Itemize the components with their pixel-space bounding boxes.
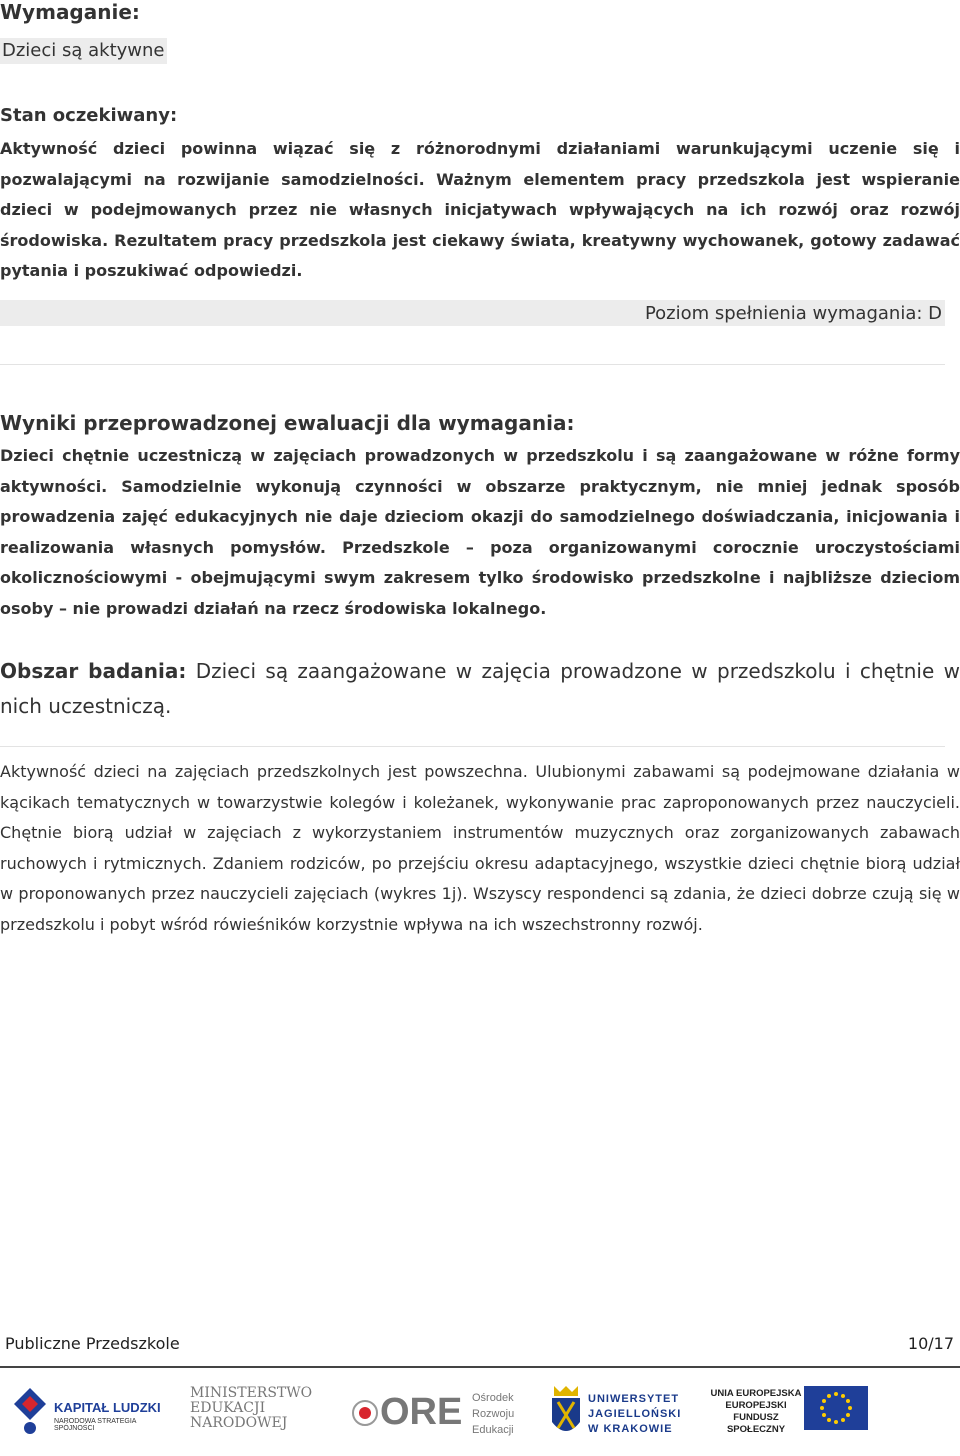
uj-line3: W KRAKOWIE: [588, 1423, 673, 1435]
requirement-heading: Wymaganie:: [0, 0, 140, 24]
ore-line1: Ośrodek: [472, 1392, 514, 1404]
ore-line3: Edukacji: [472, 1424, 514, 1436]
eu-line2: EUROPEJSKI: [725, 1400, 787, 1411]
divider: [0, 746, 945, 747]
ore-circle-icon: [352, 1400, 378, 1426]
ore-line2: Rozwoju: [472, 1408, 515, 1420]
area-label: Obszar badania:: [0, 659, 187, 683]
footer-school-name: Publiczne Przedszkole: [5, 1334, 180, 1353]
uj-logo: [548, 1380, 688, 1450]
results-heading: Wyniki przeprowadzonej ewaluacji dla wymagania:: [0, 411, 575, 435]
divider: [0, 364, 945, 365]
uj-crest-icon: [548, 1384, 584, 1442]
men-logo: [190, 1380, 315, 1450]
men-line1: MINISTERSTWO: [190, 1385, 313, 1401]
men-line3: NARODOWEJ: [190, 1415, 288, 1431]
kapital-ludzki-subtitle: NARODOWA STRATEGIA SPÓJNOŚCI: [54, 1418, 137, 1432]
uj-line2: JAGIELLOŃSKI: [588, 1408, 682, 1420]
ore-mark: ORE: [380, 1391, 463, 1433]
kapital-ludzki-title: KAPITAŁ LUDZKI: [54, 1400, 161, 1415]
findings-text: Aktywność dzieci na zajęciach przedszkolnych jest powszechna. Ulubionymi zabawami są podejmowane działania w kącikach tematycznych w towarzystwie kolegów i koleżanek, wykonywanie prac zaproponowanych przez nauczycieli. Chętnie biorą udział w zajęciach z wykorzystaniem instrumentów muzycznych oraz zorganizowanych zabawach ruchowych i rytmicznych. Zdaniem rodziców, po przejściu okresu adaptacyjnego, wszystkie dzieci chętnie biorą udział w proponowanych przez nauczycieli zajęciach (wykres 1j). Wszyscy respondenci są zdania, że dzieci dobrze czują się w przedszkolu i pobyt wśród rówieśników korzystnie wpływa na ich wszechstronny rozwój.: [0, 762, 960, 934]
uj-line1: UNIWERSYTET: [588, 1393, 680, 1405]
area-text: Dzieci są zaangażowane w zajęcia prowadzone w przedszkolu i chętnie w nich uczestniczą.: [0, 659, 960, 718]
logo-strip: [0, 1380, 960, 1450]
expected-text: Aktywność dzieci powinna wiązać się z różnorodnymi działaniami warunkującymi uczenie się i pozwalającymi na rozwijanie samodzielności. Ważnym elementem pracy przedszkola jest wspieranie dzieci w podejmowanych przez nie własnych inicjatywach wpływających na ich rozwój oraz rozwój środowiska. Rezultatem pracy przedszkola jest ciekawy świata, kreatywny wychowanek, gotowy zadawać pytania i poszukiwać odpowiedzi.: [0, 139, 960, 280]
page-number: 10/17: [907, 1334, 954, 1353]
eu-line1: UNIA EUROPEJSKA: [710, 1388, 802, 1399]
requirement-name: Dzieci są aktywne: [0, 38, 167, 64]
footer-divider: [0, 1366, 960, 1368]
results-text: Dzieci chętnie uczestniczą w zajęciach prowadzonych w przedszkolu i są zaangażowane w różne formy aktywności. Samodzielnie wykonują czynności w obszarze praktycznym, nie mniej jednak sposób prowadzenia zajęć edukacyjnych nie daje dzieciom okazji do samodzielnego doświadczania, inicjowania i realizowania własnych pomysłów. Przedszkole – poza organizowanymi corocznie uroczystościami okolicznościowymi - obejmującymi swym zakresem tylko środowisko przedszkolne i najbliższe dzieciom osoby – nie prowadzi działań na rzecz środowiska lokalnego.: [0, 446, 960, 618]
kapital-ludzki-icon: [10, 1384, 50, 1444]
men-line2: EDUKACJI: [190, 1400, 266, 1416]
level-text: Poziom spełnienia wymagania: D: [644, 303, 942, 324]
eu-line3: FUNDUSZ SPOŁECZNY: [726, 1412, 786, 1435]
expected-heading: Stan oczekiwany:: [0, 105, 178, 126]
kapital-ludzki-logo: [10, 1380, 175, 1450]
ore-logo: [350, 1380, 530, 1450]
research-area: [0, 654, 960, 724]
eu-flag-icon: [804, 1386, 868, 1430]
eu-logo: [706, 1380, 871, 1450]
